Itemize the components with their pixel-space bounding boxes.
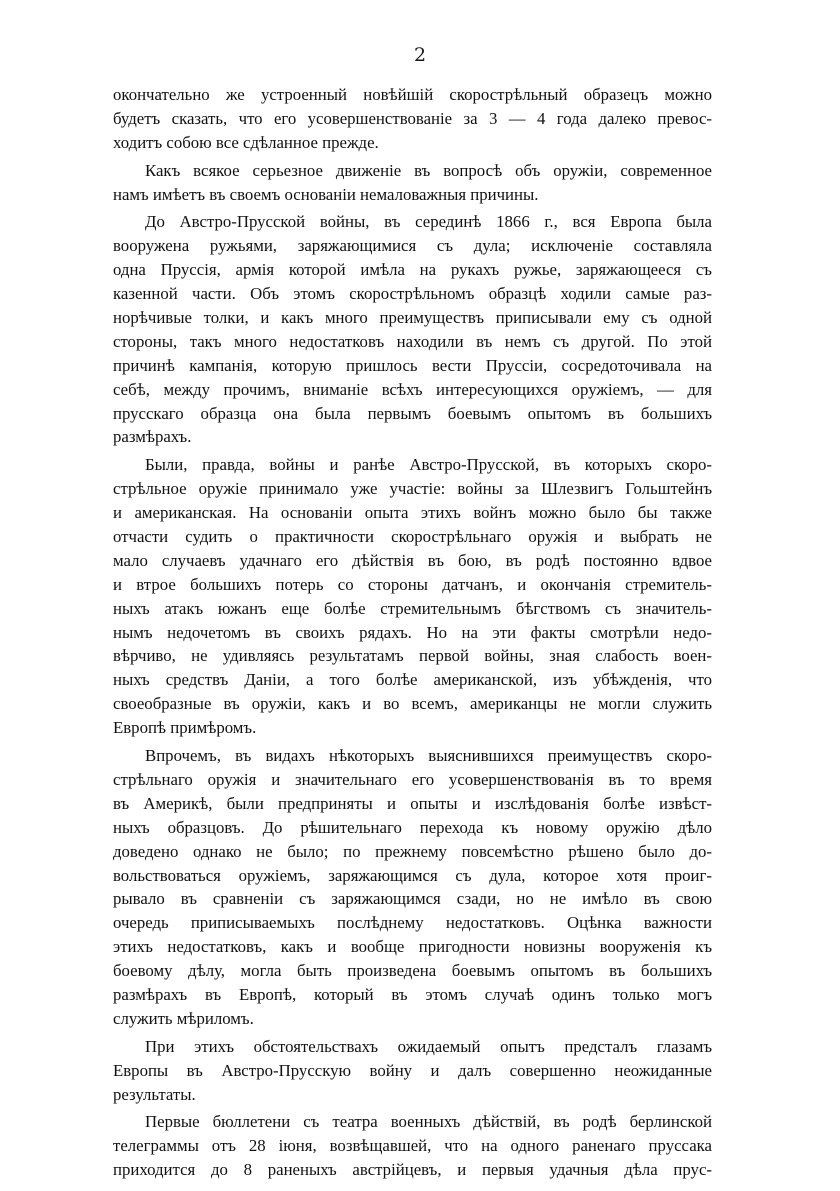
text-line: Были, правда, войны и ранѣе Австро-Прусской, въ которыхъ скоро- <box>145 455 712 475</box>
text-line: При этихъ обстоятельствахъ ожидаемый опытъ предсталъ глазамъ <box>145 1036 712 1056</box>
text-line: служить мѣриломъ. <box>113 1008 254 1028</box>
text-line: Впрочемъ, въ видахъ нѣкоторыхъ выяснившихся преимуществъ скоро- <box>145 746 712 766</box>
text-line: доведено однако не было; по прежнему повсемѣстно рѣшено было до- <box>113 841 712 861</box>
text-line: Европѣ примѣромъ. <box>113 718 257 738</box>
text-line: мало случаевъ удачнаго его дѣйствія въ бою, въ родѣ постоянно вдвое <box>113 550 712 570</box>
text-line: и американская. На основаніи опыта этихъ войнъ можно было бы также <box>113 503 712 523</box>
text-line: казенной части. Объ этомъ скорострѣльномъ образцѣ ходили самые раз- <box>113 284 712 304</box>
text-line: Первые бюллетени съ театра военныхъ дѣйствій, въ родѣ берлинской <box>145 1112 712 1132</box>
text-line: ходитъ собою все сдѣланное прежде. <box>113 132 379 152</box>
text-line: вооружена ружьями, заряжающимися съ дула; исключеніе составляла <box>113 236 712 256</box>
text-line: намъ имѣетъ въ своемъ основаніи немаловажныя причины. <box>113 184 539 204</box>
paragraph <box>113 1035 712 1107</box>
text-line: стороны, такъ много недостатковъ находили въ немъ съ другой. По этой <box>113 331 712 351</box>
text-line: ныхъ образцовъ. До рѣшительнаго перехода къ новому оружію дѣло <box>113 817 712 837</box>
text-line: Какъ всякое серьезное движеніе въ вопросѣ объ оружіи, современное <box>145 160 712 180</box>
text-line: прусскаго образца она была первымъ боевымъ опытомъ въ большихъ <box>113 403 712 423</box>
body-text <box>113 83 712 1182</box>
text-line: рывало въ сравненіи съ заряжающимся сзади, но не имѣло въ свою <box>113 889 712 909</box>
paragraph <box>113 744 712 1031</box>
text-line: и втрое большихъ потерь со стороны датчанъ, и окончанія стремитель- <box>113 574 712 594</box>
text-line: своеобразные въ оружіи, какъ и во всемъ, американцы не могли служить <box>113 694 712 714</box>
paragraph <box>113 210 712 449</box>
page-number: 2 <box>413 44 427 66</box>
text-line: размѣрахъ въ Европѣ, который въ этомъ случаѣ одинъ только могъ <box>113 984 712 1004</box>
text-line: стрѣльное оружіе принимало уже участіе: войны за Шлезвигъ Гольштейнъ <box>113 479 712 499</box>
text-line: До Австро-Прусской войны, въ серединѣ 1866 г., вся Европа была <box>145 212 712 232</box>
text-line: норѣчивые толки, и какъ много преимуществъ приписывали ему съ одной <box>113 308 712 328</box>
text-line: телеграммы отъ 28 іюня, возвѣщавшей, что на одного раненаго пруссака <box>113 1136 712 1156</box>
paragraph <box>113 159 712 207</box>
text-line: результаты. <box>113 1084 196 1104</box>
text-line: въ Америкѣ, были предприняты и опыты и изслѣдованія болѣе извѣст- <box>113 793 712 813</box>
text-line: Европы въ Австро-Прусскую войну и далъ совершенно неожиданные <box>113 1060 712 1080</box>
text-line: одна Пруссія, армія которой имѣла на рукахъ ружье, заряжающееся съ <box>113 260 712 280</box>
text-line: приходится до 8 раненыхъ австрійцевъ, и первыя удачныя дѣла прус- <box>113 1160 712 1180</box>
text-line: нымъ недочетомъ въ своихъ рядахъ. Но на эти факты смотрѣли недо- <box>113 622 712 642</box>
text-line: ныхъ средствъ Даніи, а того болѣе американской, изъ убѣжденія, что <box>113 670 712 690</box>
text-line: себѣ, между прочимъ, вниманіе всѣхъ интересующихся оружіемъ, — для <box>113 379 712 399</box>
paragraph <box>113 83 712 155</box>
text-line: окончательно же устроенный новѣйшій скорострѣльный образецъ можно <box>113 85 712 104</box>
text-line: размѣрахъ. <box>113 427 192 447</box>
text-line: очередь приписываемыхъ послѣднему недостатковъ. Оцѣнка важности <box>113 913 712 933</box>
paragraph <box>113 453 712 740</box>
text-line: стрѣльнаго оружія и значительнаго его усовершенствованія въ то время <box>113 769 712 789</box>
text-line: ныхъ атакъ южанъ еще болѣе стремительнымъ бѣгствомъ съ значитель- <box>113 598 712 618</box>
text-line: отчасти судить о практичности скорострѣльнаго оружія и выбрать не <box>113 527 712 547</box>
text-line: вѣрчиво, не удивляясь результатамъ первой войны, зная слабость воен- <box>113 646 712 666</box>
text-line: боевому дѣлу, могла быть произведена боевымъ опытомъ въ большихъ <box>113 961 712 981</box>
text-line: причинѣ кампанія, которую пришлось вести Пруссіи, сосредоточивала на <box>113 355 712 375</box>
text-line: будетъ сказать, что его усовершенствованіе за 3 — 4 года далеко превос- <box>113 108 712 128</box>
text-line: вольствоваться оружіемъ, заряжающимся съ дула, которое хотя проиг- <box>113 865 712 885</box>
text-line: этихъ недостатковъ, какъ и вообще пригодности новизны вооруженія къ <box>113 937 712 957</box>
paragraph <box>113 1110 712 1182</box>
